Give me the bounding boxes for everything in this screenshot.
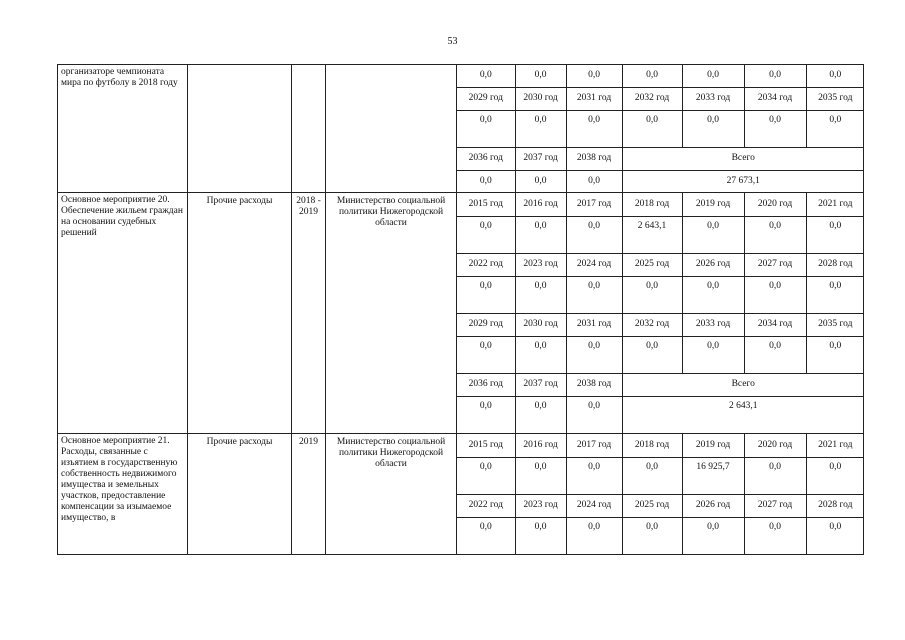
program-row (58, 193, 864, 434)
year-cell: 2034 год (744, 313, 806, 336)
year-cell: 2024 год (566, 253, 622, 276)
value-cell: 0,0 (744, 457, 806, 494)
row-description: Основное мероприятие 21. Расходы, связанные с изъятием в государственную собственность недвижимого имущества и земельных участков, предоставление компенсации за изымаемое имущество, в (58, 434, 188, 555)
year-cell: 2018 год (622, 193, 682, 216)
row-period: 2019 (292, 434, 326, 555)
year-cell: 2026 год (682, 494, 744, 517)
year-cell: 2037 год (515, 147, 566, 170)
year-cell: 2025 год (622, 494, 682, 517)
year-cell: 2036 год (457, 373, 515, 396)
funding-grid-cell (457, 434, 864, 555)
year-cell: 2035 год (806, 87, 864, 110)
value-cell: 0,0 (457, 276, 515, 313)
value-cell: 0,0 (806, 517, 864, 554)
funding-grid (457, 193, 864, 433)
year-cell: 2028 год (806, 253, 864, 276)
value-cell: 0,0 (566, 65, 622, 87)
year-cell: 2031 год (566, 313, 622, 336)
value-cell: 0,0 (622, 65, 682, 87)
value-cell: 0,0 (457, 110, 515, 147)
year-cell: 2020 год (744, 193, 806, 216)
funding-grid (457, 65, 864, 192)
year-cell: 2036 год (457, 147, 515, 170)
funding-grid (457, 434, 864, 554)
row-period: 2018 - 2019 (292, 193, 326, 434)
program-row (58, 65, 864, 193)
year-cell: 2021 год (806, 434, 864, 457)
program-row (58, 434, 864, 555)
row-description: организаторе чемпионата мира по футболу в 2018 году (58, 65, 188, 193)
value-cell: 0,0 (457, 216, 515, 253)
value-cell: 0,0 (515, 216, 566, 253)
total-label: Всего (622, 147, 864, 170)
year-cell: 2025 год (622, 253, 682, 276)
value-cell: 2 643,1 (622, 216, 682, 253)
value-cell: 0,0 (806, 216, 864, 253)
value-row (457, 110, 864, 147)
value-row (457, 276, 864, 313)
year-cell: 2026 год (682, 253, 744, 276)
value-cell: 0,0 (566, 336, 622, 373)
value-cell: 0,0 (806, 110, 864, 147)
value-cell: 0,0 (457, 517, 515, 554)
value-row (457, 457, 864, 494)
total-value: 27 673,1 (622, 170, 864, 192)
value-cell: 0,0 (566, 276, 622, 313)
value-cell: 0,0 (622, 517, 682, 554)
value-cell: 0,0 (515, 336, 566, 373)
year-header-row (457, 193, 864, 216)
year-cell: 2029 год (457, 87, 515, 110)
value-cell: 0,0 (744, 110, 806, 147)
value-cell: 0,0 (457, 457, 515, 494)
value-cell: 0,0 (682, 216, 744, 253)
value-row (457, 517, 864, 554)
year-cell: 2030 год (515, 313, 566, 336)
row-executor (326, 65, 457, 193)
value-cell: 0,0 (744, 65, 806, 87)
value-cell: 0,0 (806, 276, 864, 313)
year-cell: 2017 год (566, 434, 622, 457)
value-row (457, 396, 864, 433)
total-label: Всего (622, 373, 864, 396)
year-cell: 2037 год (515, 373, 566, 396)
program-table (57, 64, 864, 555)
year-cell: 2024 год (566, 494, 622, 517)
value-cell: 0,0 (515, 457, 566, 494)
value-cell: 16 925,7 (682, 457, 744, 494)
value-cell: 0,0 (806, 457, 864, 494)
year-cell: 2033 год (682, 87, 744, 110)
year-cell: 2022 год (457, 494, 515, 517)
row-executor: Министерство социальной политики Нижегородской области (326, 434, 457, 555)
year-cell: 2034 год (744, 87, 806, 110)
year-cell: 2015 год (457, 193, 515, 216)
year-header-row (457, 147, 864, 170)
value-cell: 0,0 (566, 216, 622, 253)
page-number: 53 (447, 36, 458, 47)
row-expense-type (188, 65, 292, 193)
year-cell: 2016 год (515, 434, 566, 457)
funding-grid-cell (457, 193, 864, 434)
value-cell: 0,0 (515, 517, 566, 554)
value-cell: 0,0 (515, 110, 566, 147)
value-cell: 0,0 (457, 396, 515, 433)
value-cell: 0,0 (622, 336, 682, 373)
value-cell: 0,0 (515, 65, 566, 87)
value-row (457, 170, 864, 192)
year-cell: 2019 год (682, 193, 744, 216)
value-cell: 0,0 (682, 517, 744, 554)
year-cell: 2020 год (744, 434, 806, 457)
year-cell: 2017 год (566, 193, 622, 216)
value-cell: 0,0 (744, 276, 806, 313)
row-executor: Министерство социальной политики Нижегородской области (326, 193, 457, 434)
value-cell: 0,0 (682, 336, 744, 373)
value-cell: 0,0 (566, 170, 622, 192)
year-cell: 2028 год (806, 494, 864, 517)
year-cell: 2027 год (744, 253, 806, 276)
value-cell: 0,0 (457, 65, 515, 87)
year-cell: 2016 год (515, 193, 566, 216)
value-cell: 0,0 (566, 457, 622, 494)
year-cell: 2023 год (515, 494, 566, 517)
year-cell: 2019 год (682, 434, 744, 457)
funding-grid-cell (457, 65, 864, 193)
value-cell: 0,0 (682, 65, 744, 87)
value-cell: 0,0 (515, 276, 566, 313)
value-cell: 0,0 (744, 517, 806, 554)
value-cell: 0,0 (515, 170, 566, 192)
year-cell: 2021 год (806, 193, 864, 216)
value-cell: 0,0 (682, 276, 744, 313)
value-cell: 0,0 (622, 110, 682, 147)
value-row (457, 336, 864, 373)
year-header-row (457, 87, 864, 110)
year-cell: 2018 год (622, 434, 682, 457)
row-description: Основное мероприятие 20. Обеспечение жильем граждан на основании судебных решений (58, 193, 188, 434)
value-row (457, 216, 864, 253)
value-cell: 0,0 (566, 396, 622, 433)
year-cell: 2023 год (515, 253, 566, 276)
year-header-row (457, 373, 864, 396)
year-cell: 2022 год (457, 253, 515, 276)
year-header-row (457, 434, 864, 457)
value-cell: 0,0 (566, 517, 622, 554)
value-cell: 0,0 (622, 276, 682, 313)
value-cell: 0,0 (515, 396, 566, 433)
value-cell: 0,0 (806, 336, 864, 373)
value-cell: 0,0 (622, 457, 682, 494)
year-cell: 2029 год (457, 313, 515, 336)
value-row (457, 65, 864, 87)
value-cell: 0,0 (566, 110, 622, 147)
year-cell: 2027 год (744, 494, 806, 517)
year-cell: 2031 год (566, 87, 622, 110)
year-cell: 2038 год (566, 373, 622, 396)
row-expense-type: Прочие расходы (188, 434, 292, 555)
year-cell: 2033 год (682, 313, 744, 336)
year-header-row (457, 494, 864, 517)
row-expense-type: Прочие расходы (188, 193, 292, 434)
year-cell: 2035 год (806, 313, 864, 336)
value-cell: 0,0 (744, 336, 806, 373)
value-cell: 0,0 (682, 110, 744, 147)
year-cell: 2030 год (515, 87, 566, 110)
year-header-row (457, 313, 864, 336)
year-cell: 2038 год (566, 147, 622, 170)
total-value: 2 643,1 (622, 396, 864, 433)
year-cell: 2032 год (622, 87, 682, 110)
value-cell: 0,0 (806, 65, 864, 87)
value-cell: 0,0 (744, 216, 806, 253)
year-cell: 2015 год (457, 434, 515, 457)
year-header-row (457, 253, 864, 276)
value-cell: 0,0 (457, 170, 515, 192)
year-cell: 2032 год (622, 313, 682, 336)
row-period (292, 65, 326, 193)
value-cell: 0,0 (457, 336, 515, 373)
